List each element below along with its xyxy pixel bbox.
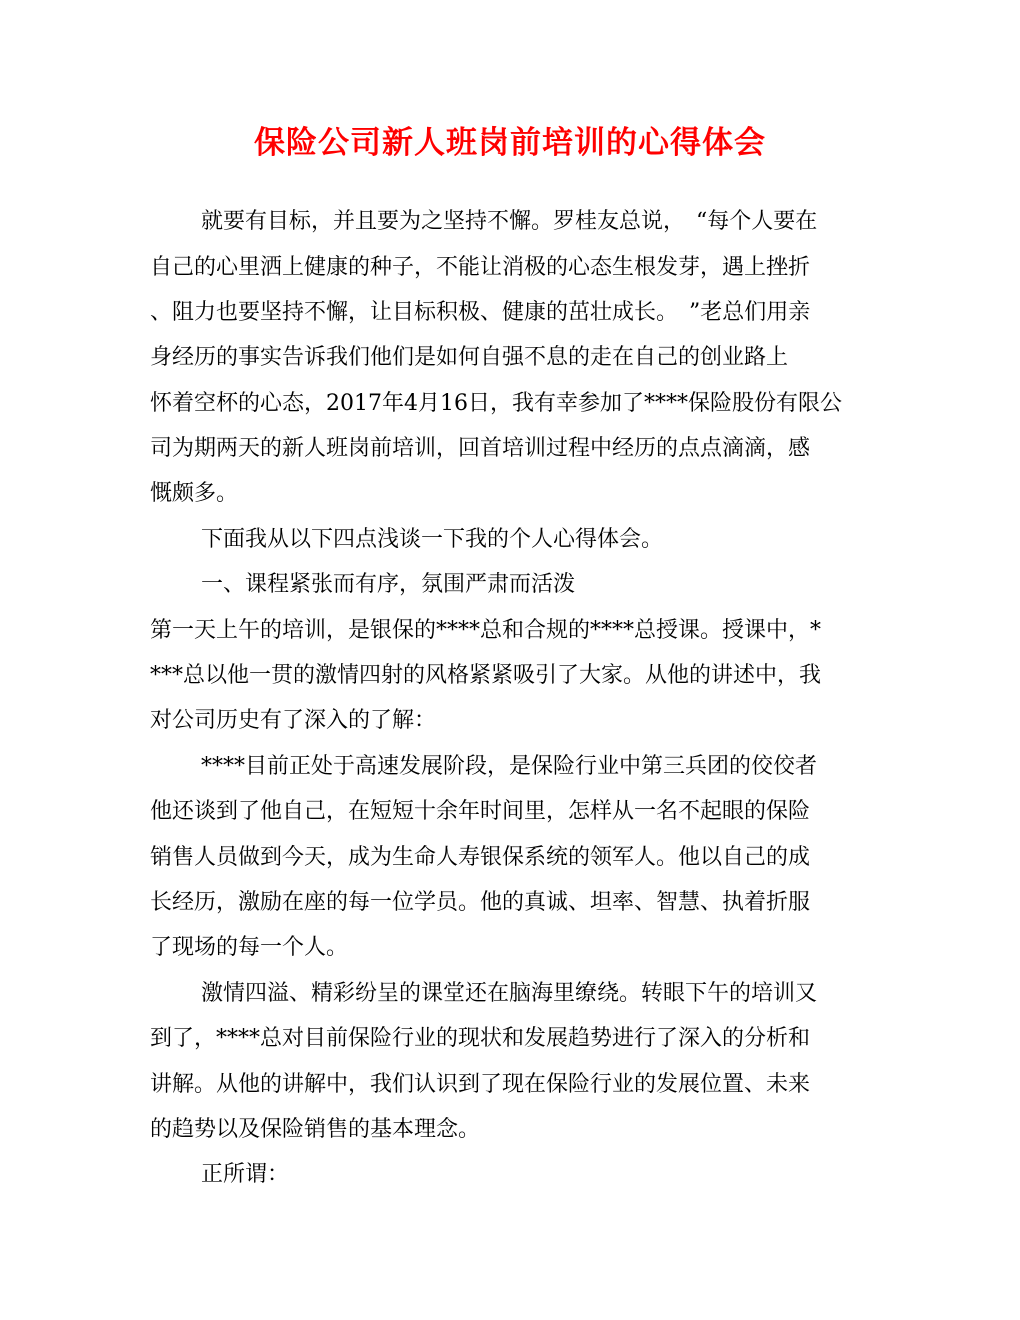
paragraph-line: 怀着空杯的心态，2017年4月16日，我有幸参加了****保险股份有限公: [150, 391, 842, 416]
paragraph-line: 长经历，激励在座的每一位学员。他的真诚、坦率、智慧、执着折服: [150, 890, 811, 915]
paragraph-line: 、阻力也要坚持不懈，让目标积极、健康的茁壮成长。 ”老总们用亲: [150, 300, 811, 325]
paragraph-line: 慨颇多。: [150, 481, 239, 506]
paragraph-line: 了现场的每一个人。: [150, 935, 349, 960]
paragraph-line: 正所谓：: [201, 1162, 290, 1187]
paragraph-line: 对公司历史有了深入的了解：: [150, 708, 437, 733]
paragraph-line: 就要有目标，并且要为之坚持不懈。罗桂友总说， “每个人要在: [201, 209, 818, 234]
paragraph-line: 他还谈到了他自己，在短短十余年时间里，怎样从一名不起眼的保险: [150, 799, 811, 824]
paragraph-line: 司为期两天的新人班岗前培训，回首培训过程中经历的点点滴滴，感: [150, 436, 811, 461]
paragraph-line: 激情四溢、精彩纷呈的课堂还在脑海里缭绕。转眼下午的培训又: [201, 981, 818, 1006]
paragraph-line: ****目前正处于高速发展阶段，是保险行业中第三兵团的佼佼者: [201, 754, 818, 779]
paragraph-line: 讲解。从他的讲解中，我们认识到了现在保险行业的发展位置、未来: [150, 1072, 811, 1097]
section-heading: 一、课程紧张而有序，氛围严肃而活泼: [201, 572, 576, 597]
paragraph-line: 销售人员做到今天，成为生命人寿银保系统的领军人。他以自己的成: [150, 845, 811, 870]
paragraph-line: 第一天上午的培训，是银保的****总和合规的****总授课。授课中，*: [150, 618, 822, 643]
paragraph-line: 下面我从以下四点浅谈一下我的个人心得体会。: [201, 527, 664, 552]
paragraph-line: ***总以他一贯的激情四射的风格紧紧吸引了大家。从他的讲述中，我: [150, 663, 822, 688]
paragraph-line: 自己的心里洒上健康的种子，不能让消极的心态生根发芽，遇上挫折: [150, 255, 811, 280]
paragraph-line: 身经历的事实告诉我们他们是如何自强不息的走在自己的创业路上: [150, 345, 789, 370]
paragraph-line: 的趋势以及保险销售的基本理念。: [150, 1117, 481, 1142]
paragraph-line: 到了，****总对目前保险行业的现状和发展趋势进行了深入的分析和: [150, 1026, 811, 1051]
document-title: 保险公司新人班岗前培训的心得体会: [254, 125, 766, 161]
